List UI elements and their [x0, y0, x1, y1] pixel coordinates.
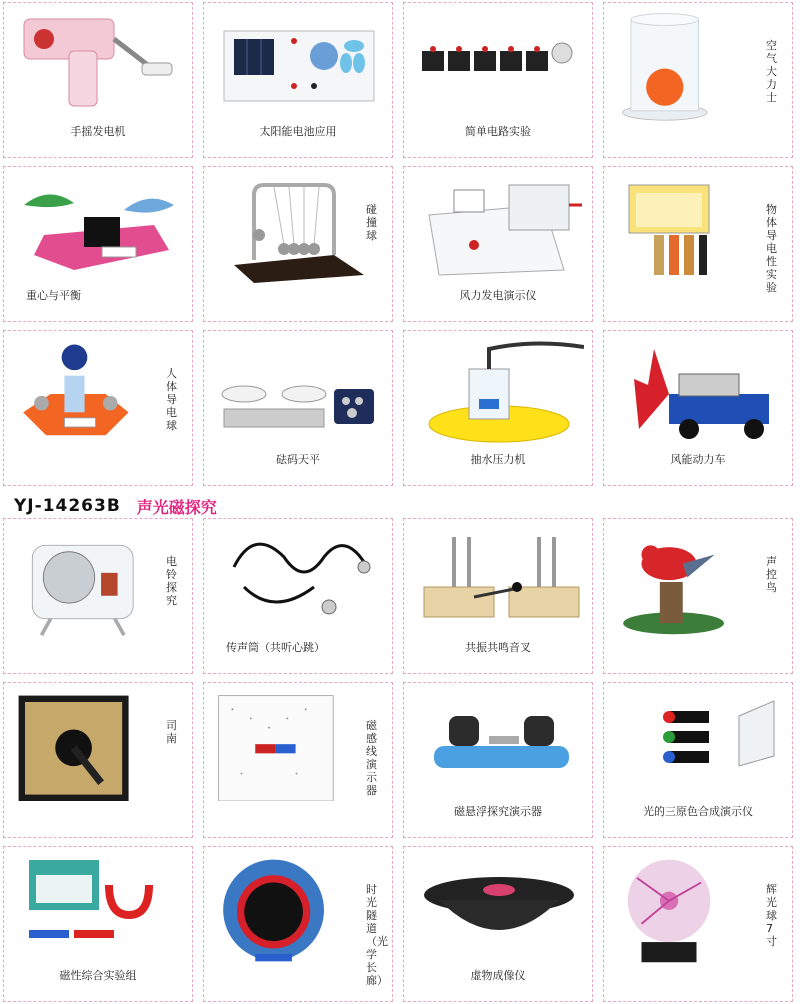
product-card[interactable] — [603, 518, 793, 674]
product-label: 磁悬浮探究演示器 — [454, 805, 542, 818]
maglev-demo-icon — [414, 691, 584, 801]
product-label: 重心与平衡 — [26, 289, 81, 302]
product-card[interactable] — [603, 846, 793, 1002]
product-code: YJ-14263B — [14, 496, 121, 516]
product-card[interactable] — [403, 518, 593, 674]
product-label: 磁感线演示器 — [366, 719, 377, 797]
section-title: 声光磁探究 — [136, 497, 217, 517]
product-card[interactable] — [3, 330, 193, 486]
product-card[interactable] — [403, 846, 593, 1002]
product-label: 磁性综合实验组 — [59, 969, 137, 982]
product-card[interactable] — [3, 682, 193, 838]
product-label: 声控鸟 — [766, 555, 777, 594]
product-card[interactable] — [203, 2, 393, 158]
product-label: 虚物成像仪 — [470, 969, 526, 982]
product-label: 碰撞球 — [366, 203, 377, 242]
product-label: 传声筒（共听心跳） — [226, 641, 325, 654]
circuit-kit-icon — [414, 11, 584, 121]
product-card[interactable] — [403, 166, 593, 322]
product-label: 光的三原色合成演示仪 — [643, 805, 753, 818]
product-card[interactable] — [203, 846, 393, 1002]
product-grid-bottom — [0, 518, 800, 1002]
product-card[interactable] — [403, 2, 593, 158]
sinan-compass-icon — [14, 691, 184, 801]
hand-crank-generator-icon — [14, 11, 184, 121]
product-card[interactable] — [603, 330, 793, 486]
wind-generator-demo-icon — [414, 175, 584, 285]
wind-car-icon — [614, 339, 784, 449]
sound-bird-icon — [614, 527, 784, 637]
product-card[interactable] — [203, 166, 393, 322]
product-card[interactable] — [603, 166, 793, 322]
product-card[interactable] — [203, 518, 393, 674]
product-card[interactable] — [403, 682, 593, 838]
product-label: 空气大力士 — [766, 39, 777, 104]
product-label: 物体导电性实验 — [766, 203, 777, 294]
body-conductor-ball-icon — [14, 339, 184, 449]
weight-balance-icon — [214, 339, 384, 449]
product-label: 人体导电球 — [166, 367, 177, 432]
product-card[interactable] — [603, 2, 793, 158]
product-label: 手摇发电机 — [70, 125, 126, 138]
water-pump-icon — [414, 339, 584, 449]
product-label: 风力发电演示仪 — [459, 289, 537, 302]
rgb-light-demo-icon — [614, 691, 784, 801]
product-card[interactable] — [203, 682, 393, 838]
air-cylinder-icon — [614, 11, 784, 121]
tuning-fork-icon — [414, 527, 584, 637]
product-card[interactable] — [3, 2, 193, 158]
product-label: 共振共鸣音叉 — [465, 641, 531, 654]
product-label: 时光隧道（光学长廊） — [366, 883, 388, 987]
plasma-ball-icon — [614, 855, 784, 965]
product-label: 简单电路实验 — [465, 125, 531, 138]
solar-cell-board-icon — [214, 11, 384, 121]
product-label: 电铃探究 — [166, 555, 177, 607]
product-card[interactable] — [3, 166, 193, 322]
electric-bell-icon — [14, 527, 184, 637]
product-label: 辉光球 7寸 — [766, 883, 777, 948]
product-label: 风能动力车 — [670, 453, 726, 466]
conductivity-box-icon — [614, 175, 784, 285]
product-card[interactable] — [203, 330, 393, 486]
light-tunnel-icon — [214, 855, 384, 965]
product-label: 司南 — [166, 719, 177, 745]
magnetic-field-board-icon — [214, 691, 384, 801]
balance-bird-icon — [14, 175, 184, 285]
product-card[interactable] — [403, 330, 593, 486]
product-label: 砝码天平 — [276, 453, 320, 466]
mirage-maker-icon — [414, 855, 584, 965]
magnet-kit-icon — [14, 855, 184, 965]
newtons-cradle-icon — [214, 175, 384, 285]
product-card[interactable] — [3, 518, 193, 674]
product-label: 抽水压力机 — [470, 453, 526, 466]
section-header — [14, 494, 217, 518]
product-grid-top — [0, 2, 800, 486]
product-label: 太阳能电池应用 — [259, 125, 337, 138]
stethoscope-icon — [214, 527, 384, 637]
product-card[interactable] — [3, 846, 193, 1002]
product-card[interactable] — [603, 682, 793, 838]
